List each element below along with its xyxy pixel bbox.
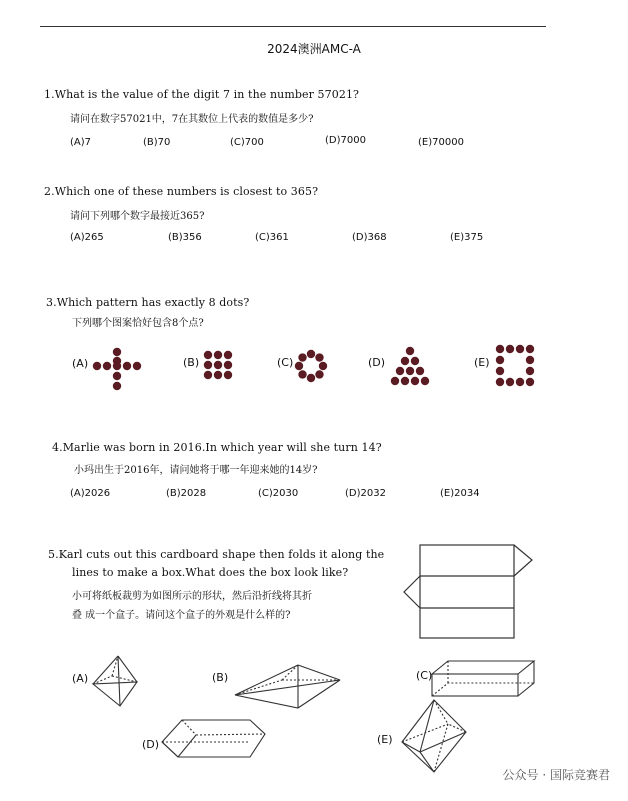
q2-option-d: (D)368 — [352, 232, 387, 243]
prism-d — [162, 720, 265, 757]
question-1-text: 1.What is the value of the digit 7 in the number 57021? — [44, 88, 360, 101]
q1-option-a: (A)7 — [70, 137, 92, 148]
octahedron-e — [402, 700, 466, 772]
q4-option-b: (B)2028 — [166, 488, 207, 499]
q2-option-a: (A)265 — [70, 232, 104, 243]
q3-option-e: (E) — [474, 356, 490, 369]
q3-option-c: (C) — [277, 356, 294, 369]
q1-option-c: (C)700 — [230, 137, 264, 148]
q5-option-e: (E) — [377, 733, 393, 746]
prism-c — [432, 661, 534, 696]
q2-option-c: (C)361 — [255, 232, 289, 243]
q5-option-c: (C) — [416, 669, 433, 682]
q1-option-b: (B)70 — [143, 137, 171, 148]
q3-option-d: (D) — [368, 356, 386, 369]
q3-option-a: (A) — [72, 357, 89, 370]
q1-option-e: (E)70000 — [418, 137, 464, 148]
q4-option-c: (C)2030 — [258, 488, 299, 499]
q5-option-a: (A) — [72, 672, 89, 685]
q3-option-b: (B) — [183, 356, 200, 369]
footer-watermark: 公众号 · 国际竞赛君 — [502, 768, 610, 782]
question-3-translation: 下列哪个图案恰好包含8个点? — [72, 318, 204, 329]
q4-option-d: (D)2032 — [345, 488, 386, 499]
q4-option-a: (A)2026 — [70, 488, 111, 499]
question-5-text-line2: lines to make a box.What does the box look like? — [72, 566, 349, 579]
q2-option-b: (B)356 — [168, 232, 202, 243]
question-2-translation: 请问下列哪个数字最接近365? — [70, 211, 205, 222]
page-title: 2024澳洲AMC-A — [267, 42, 361, 56]
question-4-translation: 小玛出生于2016年，请问她将于哪一年迎来她的14岁? — [74, 465, 318, 476]
question-1-translation: 请问在数字57021中，7在其数位上代表的数值是多少? — [70, 114, 314, 125]
pyramid-a — [93, 656, 137, 706]
question-5-translation-line1: 小可将纸板裁剪为如图所示的形状，然后沿折线将其折 — [72, 591, 312, 602]
question-5-translation-line2: 叠 成一个盒子。请问这个盒子的外观是什么样的? — [72, 610, 291, 621]
question-3-text: 3.Which pattern has exactly 8 dots? — [46, 296, 250, 309]
q4-option-e: (E)2034 — [440, 488, 480, 499]
pyramid-b — [235, 665, 340, 708]
question-5-text-line1: 5.Karl cuts out this cardboard shape then folds it along the — [48, 548, 385, 561]
q1-option-d: (D)7000 — [325, 135, 366, 146]
q2-option-e: (E)375 — [450, 232, 484, 243]
q5-option-b: (B) — [212, 671, 229, 684]
question-2-text: 2.Which one of these numbers is closest to 365? — [44, 185, 319, 198]
q5-option-d: (D) — [142, 738, 160, 751]
question-4-text: 4.Marlie was born in 2016.In which year will she turn 14? — [52, 441, 382, 454]
